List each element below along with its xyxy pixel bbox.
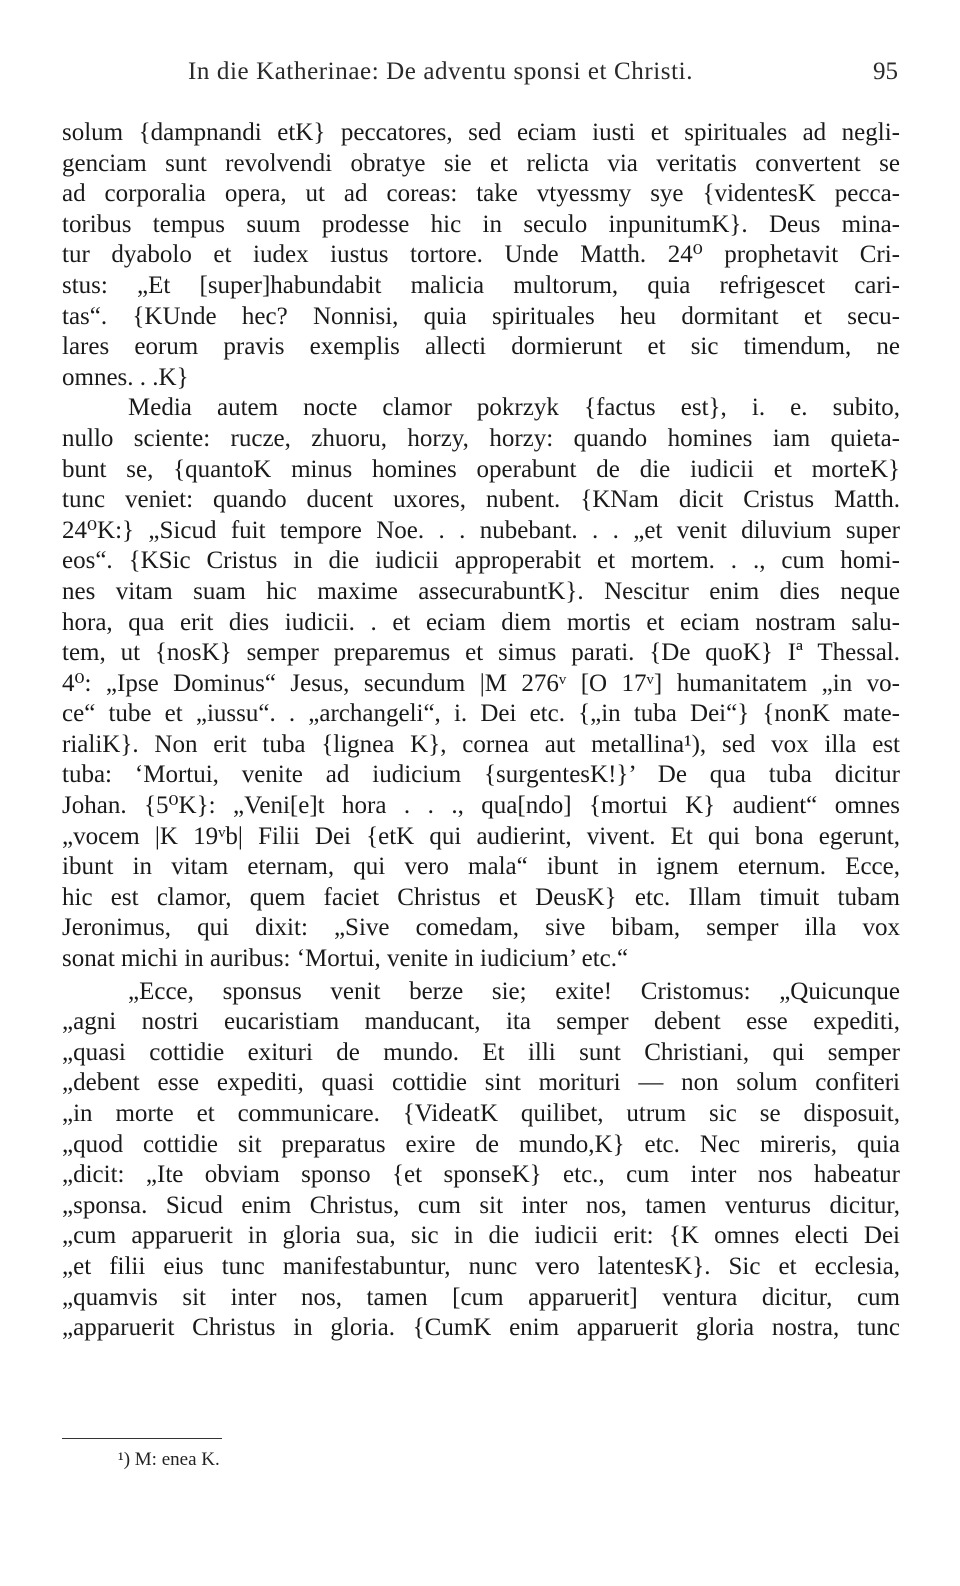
text-line: omnes. . .K} xyxy=(62,363,189,391)
text-line: solum {dampnandi etK} peccatores, sed eciam iusti et spirituales ad negli- xyxy=(62,119,900,146)
text-line: „debent esse expediti, quasi cottidie sint morituri — non solum confiteri xyxy=(62,1069,900,1097)
text-line: bunt se, {quantoK minus homines operabunt de die iudicii et morteK} xyxy=(62,455,900,483)
paragraph-start-line: Media autem nocte clamor pokrzyk {factus est}, i. e. subito, xyxy=(128,394,900,422)
text-line: lares eorum pravis exemplis allecti dormierunt et sic timendum, ne xyxy=(62,333,900,361)
text-line: 4⁰: „Ipse Dominus“ Jesus, secundum |M 276ᵛ [O 17ᵛ] humanitatem „in vo- xyxy=(62,669,900,697)
text-line: „et filii eius tunc manifestabuntur, nunc vero latentesK}. Sic et ecclesia, xyxy=(62,1252,900,1280)
page-header xyxy=(0,58,960,98)
text-line: tem, ut {nosK} semper preparemus et simus parati. {De quoK} Iª Thessal. xyxy=(62,639,900,667)
text-line: „quamvis sit inter nos, tamen [cum apparuerit] ventura dicitur, cum xyxy=(62,1283,900,1311)
text-line: tas“. {KUnde hec? Nonnisi, quia spirituales heu dormitant et secu- xyxy=(62,302,900,330)
text-line: sonat michi in auribus: ‘Mortui, venite in iudicium’ etc.“ xyxy=(62,945,629,973)
text-line: Jeronimus, qui dixit: „Sive comedam, sive bibam, semper illa vox xyxy=(62,914,900,942)
text-line: hora, qua erit dies iudicii. . et eciam diem mortis et eciam nostram salu- xyxy=(62,608,900,636)
text-line: Johan. {5⁰K}: „Veni[e]t hora . . ., qua[ndo] {mortui K} audient“ omnes xyxy=(62,792,900,820)
text-line: „in morte et communicare. {VideatK quilibet, utrum sic se disposuit, xyxy=(62,1100,900,1127)
main-text xyxy=(62,118,900,1344)
page-number: 95 xyxy=(873,58,898,85)
footnote-rule xyxy=(62,1438,222,1439)
text-line: ad corporalia opera, ut ad coreas: take vtyessmy sye {videntesK pecca- xyxy=(62,180,900,208)
text-line: nullo sciente: rucze, zhuoru, horzy, horzy: quando homines iam quieta- xyxy=(62,424,900,452)
text-line: „vocem |K 19ᵛb| Filii Dei {etK qui audierint, vivent. Et qui bona egerunt, xyxy=(62,822,900,850)
running-title: In die Katherinae: De adventu sponsi et Christi. xyxy=(188,58,694,85)
text-line: ce“ tube et „iussu“. . „archangeli“, i. Dei etc. {„in tuba Dei“} {nonK mate- xyxy=(62,700,900,728)
text-line: toribus tempus suum prodesse hic in seculo inpunitumK}. Deus mina- xyxy=(62,210,900,238)
text-line: eos“. {KSic Cristus in die iudicii approperabit et mortem. . ., cum homi- xyxy=(62,547,900,575)
text-line: 24⁰K:} „Sicud fuit tempore Noe. . . nubebant. . . „et venit diluvium super xyxy=(62,516,900,544)
text-line: hic est clamor, quem faciet Christus et DeusK} etc. Illam timuit tubam xyxy=(62,883,900,911)
text-line: „quod cottidie sit preparatus exire de mundo,K} etc. Nec mireris, quia xyxy=(62,1130,900,1158)
footnote: ¹) M: enea K. xyxy=(118,1449,220,1470)
text-line: tuba: ‘Mortui, venite ad iudicium {surgentesK!}’ De qua tuba dicitur xyxy=(62,761,900,789)
text-line: „apparuerit Christus in gloria. {CumK enim apparuerit gloria nostra, tunc xyxy=(62,1314,900,1342)
text-line: nes vitam suam hic maxime assecurabuntK}. Nescitur enim dies neque xyxy=(62,577,900,605)
text-line: ibunt in vitam eternam, qui vero mala“ ibunt in ignem eternum. Ecce, xyxy=(62,853,900,881)
text-line: „dicit: „Ite obviam sponso {et sponseK} etc., cum inter nos habeatur xyxy=(62,1161,900,1189)
text-line: genciam sunt revolvendi obratye sie et relicta via veritatis convertent se xyxy=(62,149,900,177)
text-line: stus: „Et [super]habundabit malicia multorum, quia refrigescet cari- xyxy=(62,271,900,299)
text-line: „cum apparuerit in gloria sua, sic in die iudicii erit: {K omnes electi Dei xyxy=(62,1222,900,1250)
text-line: rialiK}. Non erit tuba {lignea K}, cornea aut metallina¹), sed vox illa est xyxy=(62,730,900,758)
paragraph-start-line: „Ecce, sponsus venit berze sie; exite! Cristomus: „Quicunque xyxy=(128,977,900,1005)
text-line: tunc veniet: quando ducent uxores, nubent. {KNam dicit Cristus Matth. xyxy=(62,486,900,514)
text-line: tur dyabolo et iudex iustus tortore. Unde Matth. 24⁰ prophetavit Cri- xyxy=(62,241,900,269)
text-line: „agni nostri eucaristiam manducant, ita semper debent esse expediti, xyxy=(62,1008,900,1036)
text-line: „quasi cottidie exituri de mundo. Et illi sunt Christiani, qui semper xyxy=(62,1038,900,1066)
text-line: „sponsa. Sicud enim Christus, cum sit inter nos, tamen venturus dicitur, xyxy=(62,1191,900,1219)
